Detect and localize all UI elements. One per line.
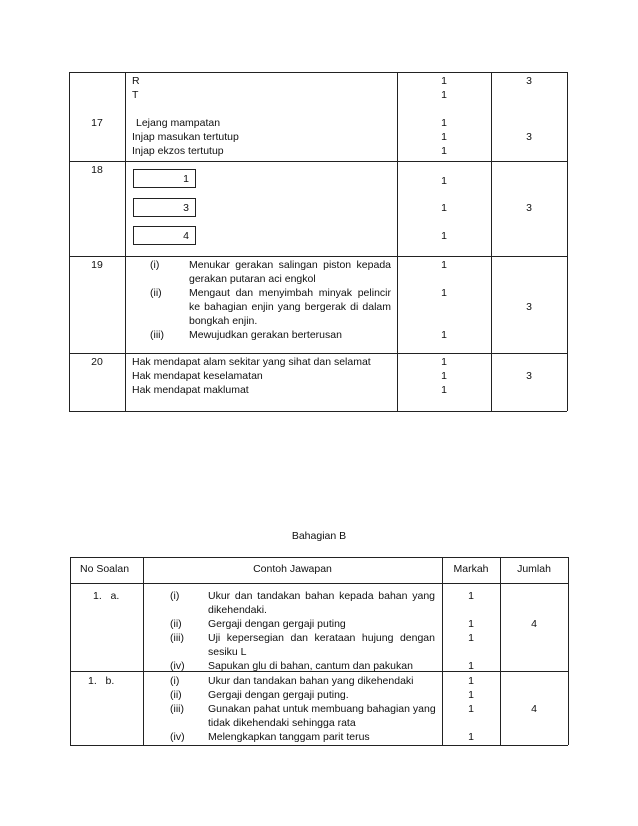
item-label: (i) [170, 590, 180, 602]
item-label: (iii) [170, 632, 184, 644]
answer-line: R [132, 75, 140, 87]
table-b-border-left [70, 557, 71, 745]
table-a-border-bottom [69, 411, 567, 412]
item-label: (i) [150, 259, 160, 271]
total-value: 3 [526, 75, 532, 87]
total-value: 4 [531, 618, 537, 630]
total-value: 4 [531, 703, 537, 715]
answer-line: Hak mendapat alam sekitar yang sihat dan selamat [132, 356, 371, 368]
answer-line: Gergaji dengan gergaji puting. [208, 689, 349, 701]
answer-line: Lejang mampatan [136, 117, 221, 129]
mark-value: 1 [441, 175, 447, 187]
mark-value: 1 [441, 145, 447, 157]
answer-line: Ukur dan tandakan bahan yang dikehendaki [208, 675, 414, 687]
answer-line: ke bahagian enjin yang bergerak di dalam [189, 301, 391, 313]
section-title: Bahagian B [291, 530, 347, 542]
mark-value: 1 [468, 590, 474, 602]
answer-box-value: 3 [183, 202, 189, 214]
answer-box [133, 169, 196, 188]
mark-value: 1 [468, 632, 474, 644]
mark-value: 1 [441, 370, 447, 382]
mark-value: 1 [468, 703, 474, 715]
item-label: (ii) [170, 618, 182, 630]
mark-value: 1 [441, 259, 447, 271]
mark-value: 1 [441, 202, 447, 214]
question-number: 19 [91, 259, 103, 271]
table-b-border-top [70, 557, 568, 558]
table-b-col-divider [143, 557, 144, 745]
answer-line: Uji kepersegian dan kerataan hujung dengan [208, 632, 435, 644]
mark-value: 1 [468, 660, 474, 672]
answer-line: Melengkapkan tanggam parit terus [208, 731, 370, 743]
mark-value: 1 [441, 329, 447, 341]
answer-line: dikehendaki. [208, 604, 267, 616]
answer-line: Gergaji dengan gergaji puting [208, 618, 346, 630]
answer-line: T [132, 89, 139, 101]
answer-line: Ukur dan tandakan bahan kepada bahan yang [208, 590, 435, 602]
question-number: 18 [91, 164, 103, 176]
total-value: 3 [526, 202, 532, 214]
mark-value: 1 [468, 689, 474, 701]
answer-box [133, 226, 196, 245]
table-b-header-divider [70, 583, 568, 584]
mark-value: 1 [468, 618, 474, 630]
item-label: (ii) [170, 689, 182, 701]
table-a-border-right [567, 72, 568, 411]
item-label: (i) [170, 675, 180, 687]
item-label: (iv) [170, 660, 185, 672]
mark-value: 1 [441, 230, 447, 242]
answer-line: sesiku L [208, 646, 247, 658]
table-a-row-divider [69, 353, 567, 354]
question-number: 1. a. [93, 590, 120, 602]
table-b-border-right [568, 557, 569, 745]
item-label: (iii) [150, 329, 164, 341]
mark-value: 1 [441, 356, 447, 368]
mark-value: 1 [441, 131, 447, 143]
answer-line: Mengaut dan menyimbah minyak pelincir [189, 287, 391, 299]
header-jumlah: Jumlah [517, 563, 551, 575]
mark-value: 1 [468, 675, 474, 687]
answer-line: Hak mendapat maklumat [132, 384, 249, 396]
table-a-border-top [69, 72, 567, 73]
table-b-border-bottom [70, 745, 568, 746]
total-value: 3 [526, 370, 532, 382]
answer-line: gerakan putaran aci engkol [189, 273, 316, 285]
answer-line: Sapukan glu di bahan, cantum dan pakukan [208, 660, 413, 672]
header-markah: Markah [453, 563, 489, 575]
item-label: (ii) [150, 287, 162, 299]
item-label: (iv) [170, 731, 185, 743]
answer-box-value: 1 [183, 173, 189, 185]
answer-line: Injap ekzos tertutup [132, 145, 224, 157]
header-no-soalan: No Soalan [80, 563, 130, 575]
mark-value: 1 [441, 384, 447, 396]
answer-line: bongkah enjin. [189, 315, 258, 327]
table-b-col-divider [500, 557, 501, 745]
question-number: 1. b. [88, 675, 115, 687]
answer-line: Mewujudkan gerakan berterusan [189, 329, 342, 341]
table-a-col-divider [125, 72, 126, 411]
answer-line: Injap masukan tertutup [132, 131, 239, 143]
table-a-row-divider [69, 256, 567, 257]
total-value: 3 [526, 131, 532, 143]
answer-line: Hak mendapat keselamatan [132, 370, 263, 382]
question-number: 20 [91, 356, 103, 368]
answer-line: tidak dikehendaki sehingga rata [208, 717, 356, 729]
table-a-col-divider [491, 72, 492, 411]
mark-value: 1 [441, 117, 447, 129]
answer-line: Gunakan pahat untuk membuang bahagian yang [208, 703, 436, 715]
mark-value: 1 [441, 75, 447, 87]
mark-value: 1 [441, 287, 447, 299]
table-b-col-divider [442, 557, 443, 745]
header-contoh-jawapan: Contoh Jawapan [253, 563, 332, 575]
question-number: 17 [91, 117, 103, 129]
mark-value: 1 [441, 89, 447, 101]
answer-box [133, 198, 196, 217]
table-a-row-divider [69, 161, 567, 162]
total-value: 3 [526, 301, 532, 313]
item-label: (iii) [170, 703, 184, 715]
mark-value: 1 [468, 731, 474, 743]
answer-box-value: 4 [183, 230, 189, 242]
answer-line: Menukar gerakan salingan piston kepada [189, 259, 391, 271]
